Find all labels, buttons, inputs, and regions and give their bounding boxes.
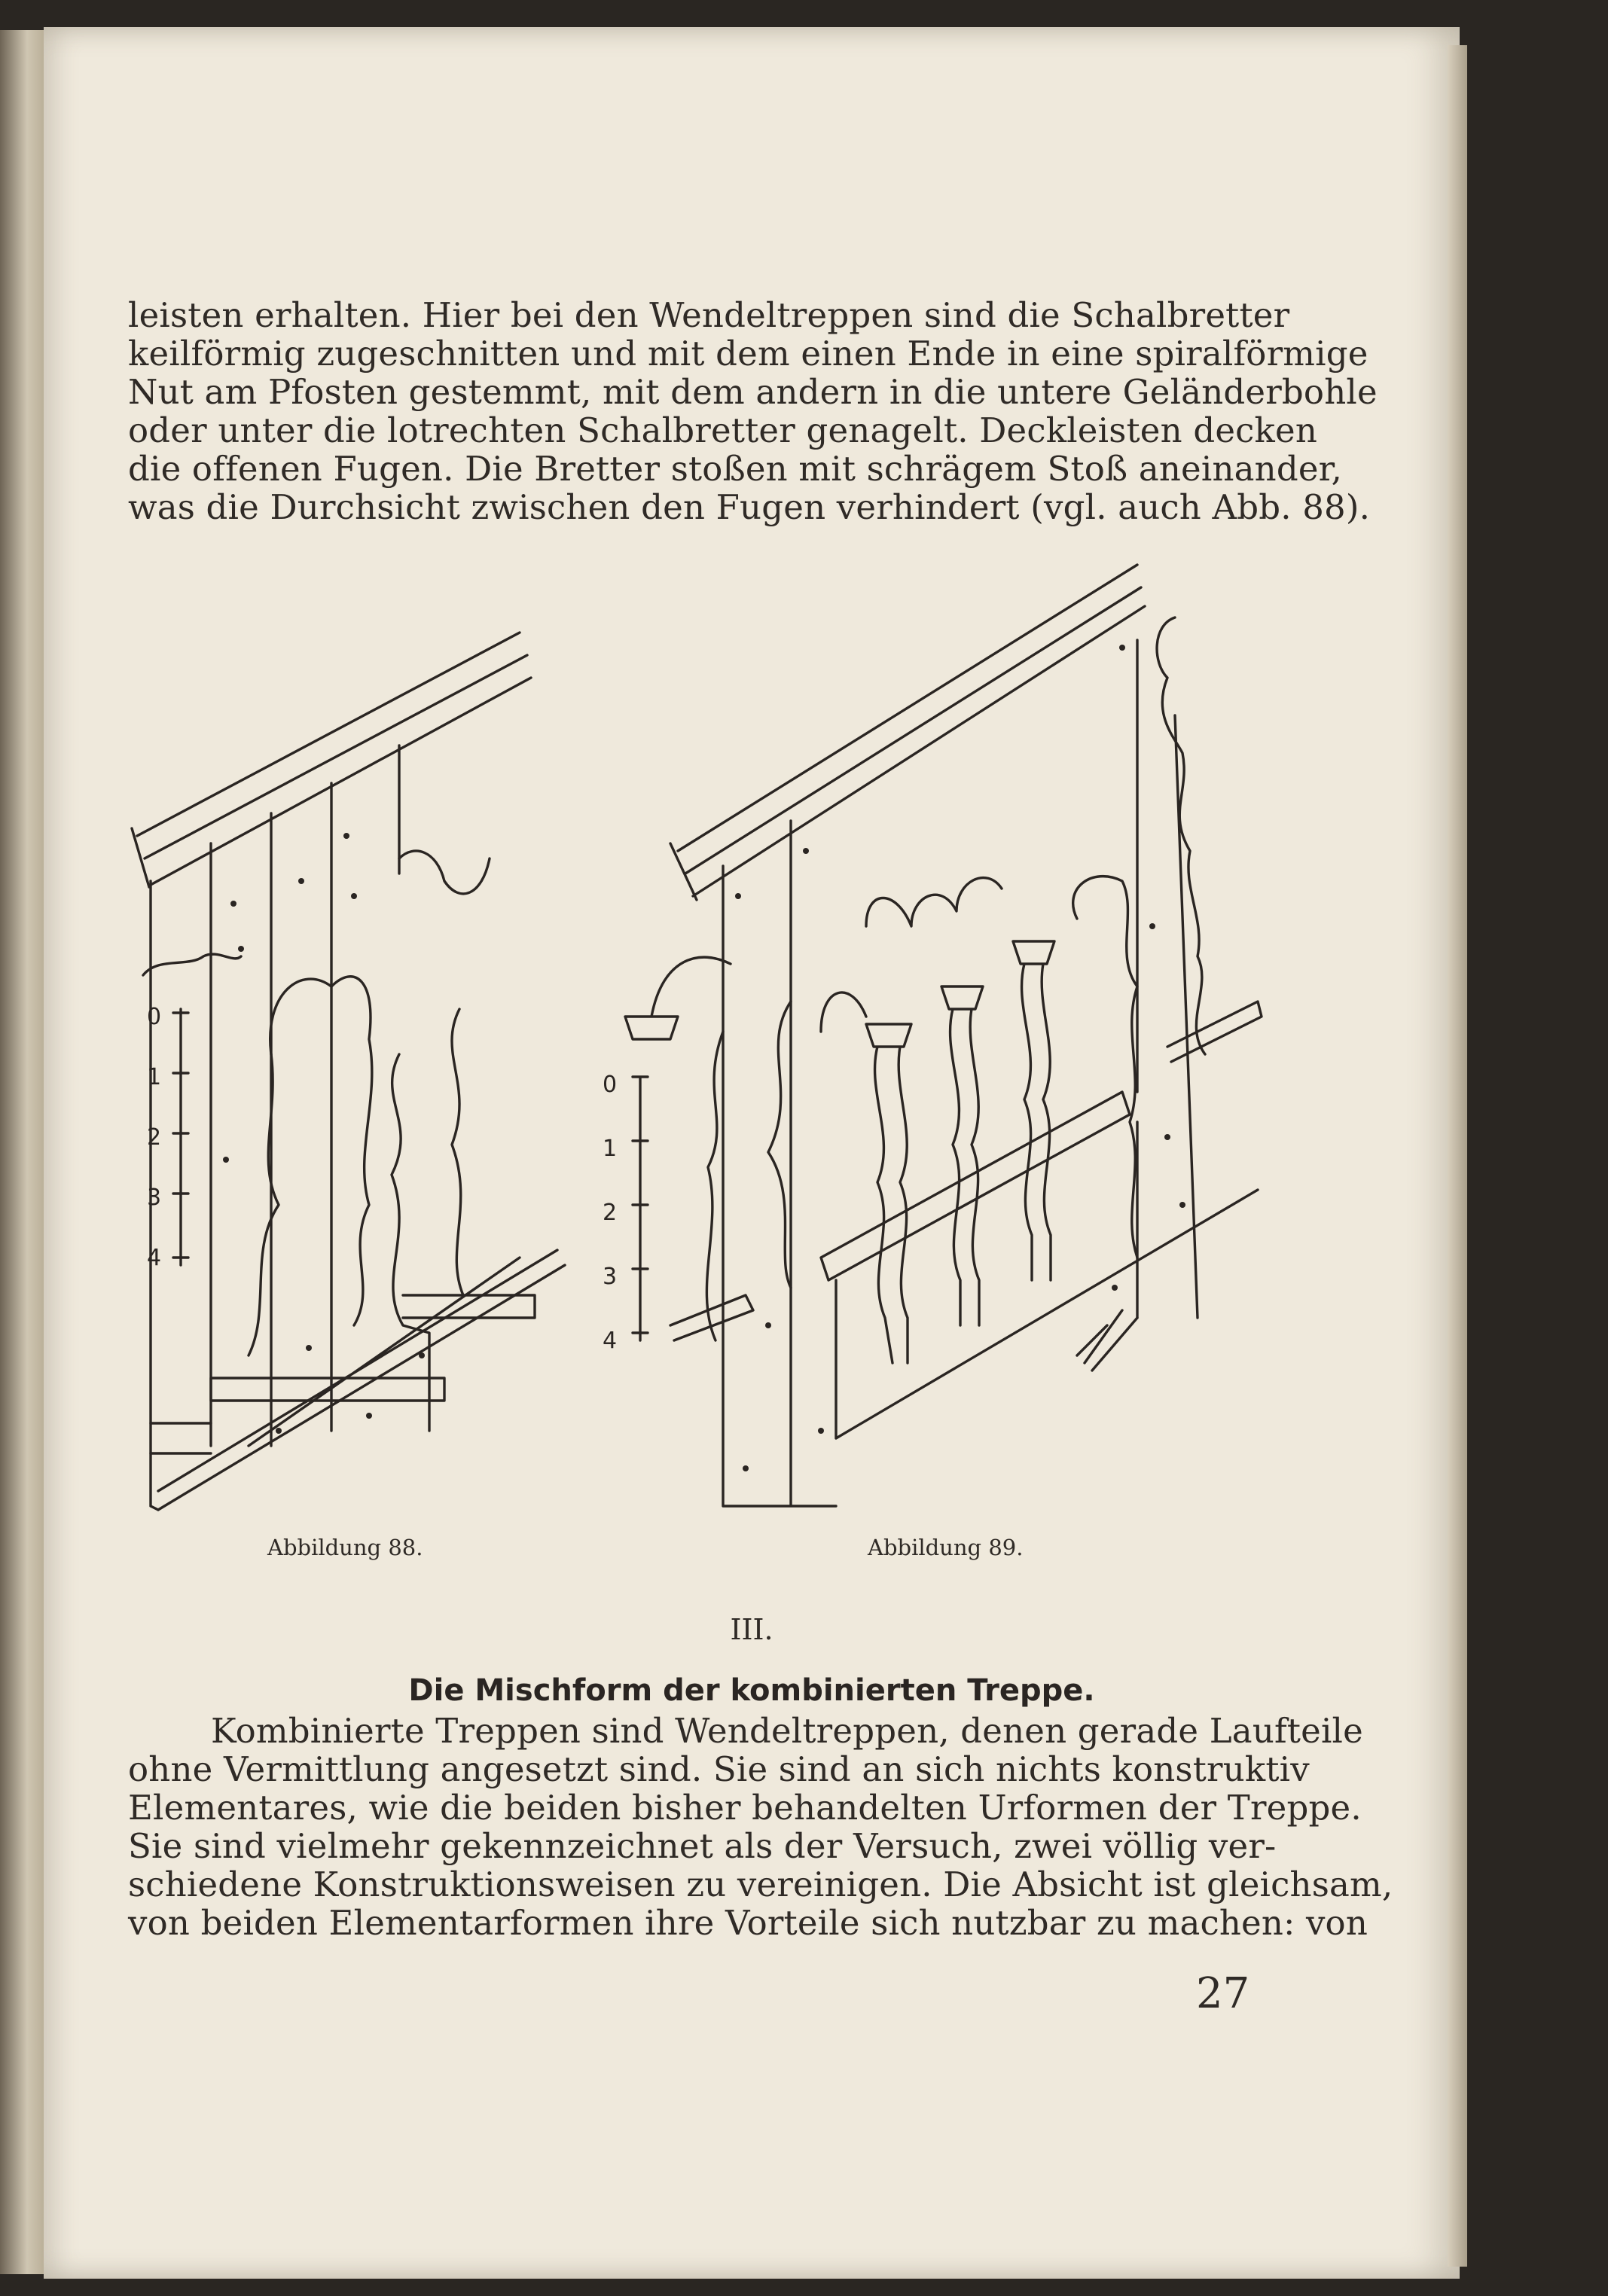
scale-label: 2 — [147, 1124, 162, 1151]
text-line: ohne Vermittlung angesetzt sind. Sie sind an sich nichts konstruktiv — [128, 1749, 1310, 1789]
scale-label: 0 — [147, 1004, 162, 1030]
text-line: Elementares, wie die beiden bisher behandelten Urformen der Treppe. — [128, 1788, 1362, 1828]
text-line: Sie sind vielmehr gekennzeichnet als der Versuch, zwei völlig ver- — [128, 1826, 1277, 1866]
figure-88-drawing — [128, 633, 580, 1521]
figure-89-caption: Abbildung 89. — [868, 1535, 1024, 1560]
scale-label: 1 — [603, 1136, 618, 1162]
scale-label: 1 — [147, 1064, 162, 1090]
text-line: leisten erhalten. Hier bei den Wendeltreppen sind die Schalbretter — [128, 295, 1290, 335]
scale-label: 2 — [603, 1200, 618, 1226]
scale-label: 3 — [603, 1264, 618, 1290]
text-line: oder unter die lotrechten Schalbretter genagelt. Deckleisten decken — [128, 410, 1318, 450]
bottom-paragraph — [128, 1711, 1393, 1943]
text-line: Nut am Pfosten gestemmt, mit dem andern in die untere Geländerbohle — [128, 372, 1378, 412]
scale-label: 4 — [603, 1328, 618, 1354]
page-fore-edge — [1448, 45, 1467, 2267]
scale-label: 4 — [147, 1245, 162, 1271]
text-line: die offenen Fugen. Die Bretter stoßen mit schrägem Stoß aneinander, — [128, 449, 1342, 489]
text-line: keilförmig zugeschnitten und mit dem einen Ende in eine spiralförmige — [128, 334, 1368, 374]
section-title: Die Mischform der kombinierten Treppe. — [408, 1673, 1095, 1708]
section-number: III. — [730, 1613, 773, 1646]
top-paragraph — [128, 295, 1378, 527]
adjacent-page-edge — [0, 30, 45, 2274]
text-line: was die Durchsicht zwischen den Fugen verhindert (vgl. auch Abb. 88). — [128, 487, 1371, 527]
figure-89-drawing — [595, 565, 1273, 1521]
text-line: schiedene Konstruktionsweisen zu vereinigen. Die Absicht ist gleichsam, — [128, 1865, 1393, 1904]
page-number: 27 — [1196, 1969, 1250, 2018]
scale-label: 0 — [603, 1072, 618, 1098]
text-line: Kombinierte Treppen sind Wendeltreppen, denen gerade Laufteile — [211, 1711, 1363, 1751]
figure-88-caption: Abbildung 88. — [267, 1535, 423, 1560]
scale-label: 3 — [147, 1185, 162, 1211]
text-line: von beiden Elementarformen ihre Vorteile sich nutzbar zu machen: von — [128, 1903, 1368, 1943]
